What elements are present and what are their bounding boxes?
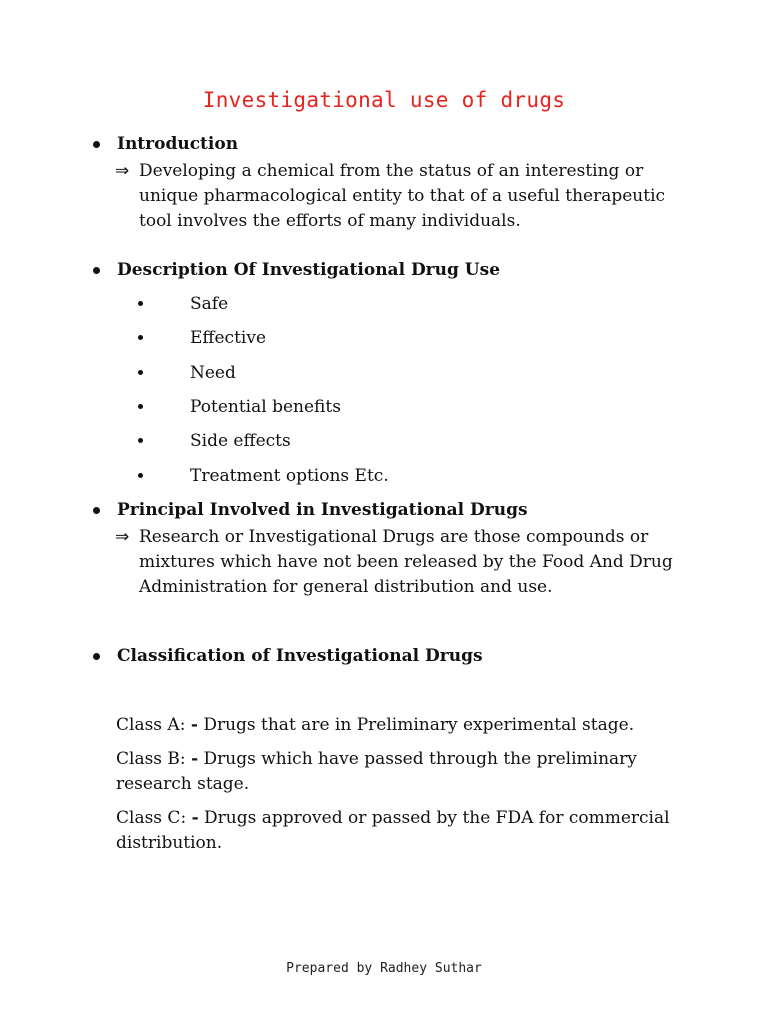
section-heading	[93, 499, 693, 521]
bullet-icon	[93, 141, 100, 148]
section-principal	[93, 499, 693, 600]
section-description	[93, 259, 693, 281]
heading-text: Description Of Investigational Drug Use	[117, 260, 501, 280]
class-entry	[116, 713, 686, 738]
class-separator: -	[191, 749, 199, 769]
section-body	[93, 525, 693, 600]
bullet-icon	[138, 404, 143, 409]
footer-credit: Prepared by Radhey Suthar	[286, 961, 482, 976]
class-text: Drugs which have passed through the preliminary research stage.	[116, 749, 637, 794]
class-separator: -	[190, 715, 198, 735]
double-arrow-icon: ⇒	[115, 161, 130, 181]
document-title: Investigational use of drugs	[202, 88, 566, 112]
section-introduction	[93, 133, 693, 234]
list-item-label: Need	[190, 363, 236, 383]
bullet-icon	[138, 301, 143, 306]
bullet-icon	[93, 267, 100, 274]
list-item-label: Safe	[190, 294, 229, 314]
class-text: Drugs approved or passed by the FDA for commercial distribution.	[116, 808, 670, 853]
bullet-icon	[138, 438, 143, 443]
class-entry	[116, 747, 686, 797]
class-label: Class B:	[116, 749, 186, 769]
section-heading	[93, 645, 693, 667]
class-label: Class C:	[116, 808, 187, 828]
body-text: Developing a chemical from the status of an interesting or unique pharmacological entity to that of a useful therapeutic tool involves the efforts of many individuals.	[139, 161, 666, 231]
list-item-label: Side effects	[190, 431, 291, 451]
bullet-icon	[138, 473, 143, 478]
heading-text: Introduction	[117, 134, 239, 154]
heading-text: Classification of Investigational Drugs	[117, 646, 483, 666]
bullet-icon	[93, 507, 100, 514]
class-text: Drugs that are in Preliminary experimental stage.	[203, 715, 635, 735]
section-body	[93, 159, 693, 234]
class-entry	[116, 806, 686, 856]
section-heading	[93, 259, 693, 281]
bullet-icon	[138, 335, 143, 340]
class-separator: -	[191, 808, 199, 828]
section-heading	[93, 133, 693, 155]
list-item-label: Treatment options Etc.	[190, 466, 389, 486]
body-text: Research or Investigational Drugs are those compounds or mixtures which have not been released by the Food And Drug Administration for general distribution and use.	[139, 527, 673, 597]
double-arrow-icon: ⇒	[115, 527, 130, 547]
list-item-label: Effective	[190, 328, 267, 348]
heading-text: Principal Involved in Investigational Drugs	[117, 500, 528, 520]
section-classification	[93, 645, 693, 667]
bullet-icon	[138, 370, 143, 375]
bullet-icon	[93, 653, 100, 660]
list-item-label: Potential benefits	[190, 397, 341, 417]
class-label: Class A:	[116, 715, 186, 735]
